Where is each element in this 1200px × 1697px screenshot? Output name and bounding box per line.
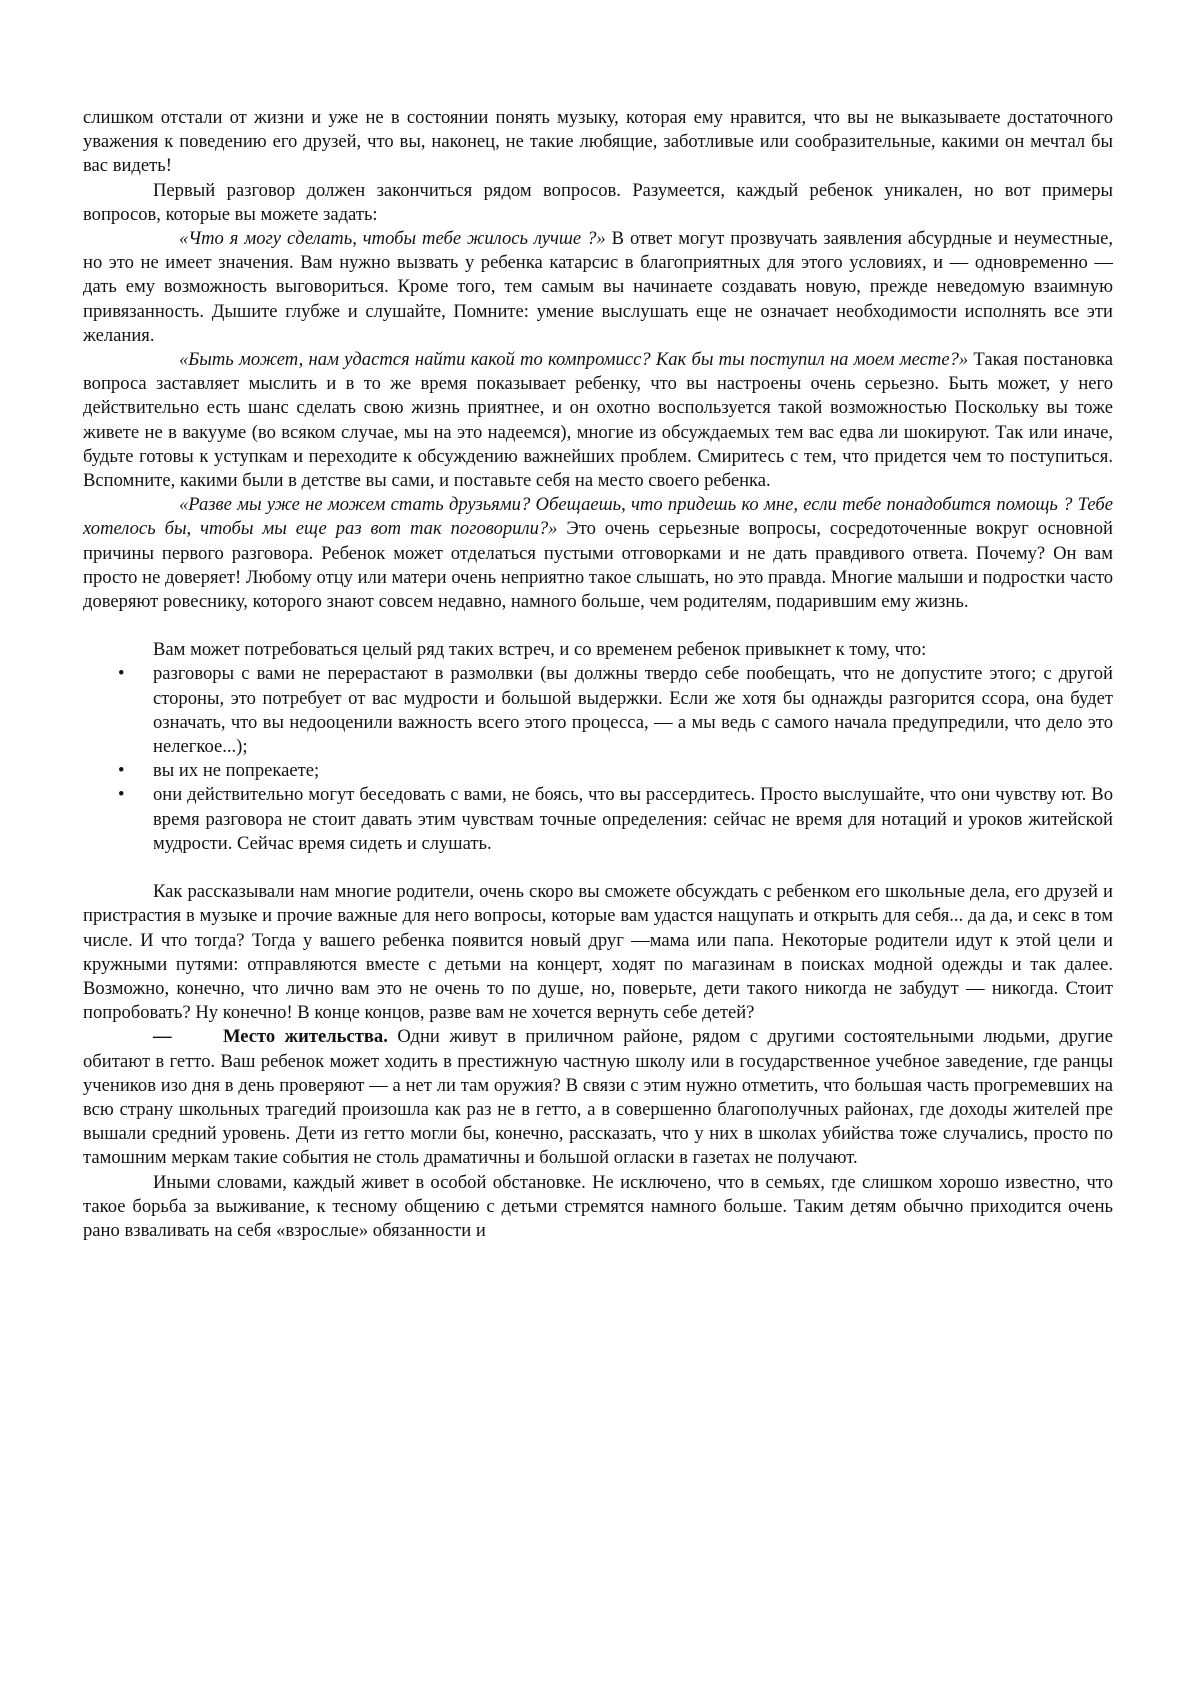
document-page xyxy=(83,106,1113,1243)
paragraph-parents-stories: Как рассказывали нам многие родители, очень скоро вы сможете обсуждать с ребенком его школьные дела, его друзей и пристрастия в музыке и прочие важные для него вопросы, которые вам удастся нащупать и открыть для себя... да да, и секс в том числе. И что тогда? Тогда у вашего ребенка появится новый друг —мама или папа. Некоторые родители идут к этой цели и кружными путями: отправляются вместе с детьми на концерт, ходят по магазинам в поисках модной одежды и так далее. Возможно, конечно, что лично вам это не очень то по душе, но, поверьте, дети такого никогда не забудут — никогда. Стоит попробовать? Ну конечно! В конце концов, разве вам не хочется вернуть себе детей? xyxy=(83,881,1113,1024)
question-3-text: Это очень серьезные вопросы, сосредоточенные вокруг основной причины первого разговора. Ребенок может отделаться пустыми отговорками и не дать правдивого ответа. Почему? Он вам просто не доверяет! Любому отцу или матери очень неприятно такое слышать, но это правда. Многие малыши и подростки часто доверяют ровеснику, которого знают совсем недавно, намного больше, чем родителям, подарившим ему жизнь. xyxy=(83,518,1113,613)
list-item xyxy=(83,759,1113,783)
question-2-text: Такая постановка вопроса заставляет мыслить и в то же время показывает ребенку, что вы настроены очень серьезно. Быть может, у него действительно есть шанс сделать свою жизнь приятнее, и он охотно воспользуется такой возможностью Поскольку вы тоже живете не в вакууме (во всяком случае, мы на это надеемся), многие из обсуждаемых тем вас едва ли шокируют. Так или иначе, будьте готовы к уступкам и переходите к обсуждению важнейших проблем. Смиритесь с тем, что придется чем то поступиться. Вспомните, какими были в детстве вы сами, и поставьте себя на место своего ребенка. xyxy=(83,349,1113,492)
paragraph-first-conversation: Первый разговор должен закончиться рядом вопросов. Разумеется, каждый ребенок уникален, но вот примеры вопросов, которые вы можете задать: xyxy=(83,179,1113,225)
question-2-quote: «Быть может, нам удастся найти какой то компромисс? Как бы ты поступил на моем месте?» xyxy=(179,349,969,371)
question-1-quote: «Что я могу сделать, чтобы тебе жилось лучше ?» xyxy=(179,228,606,250)
list-item xyxy=(83,662,1113,759)
bullet-icon: • xyxy=(118,663,125,685)
paragraph-meetings: Вам может потребоваться целый ряд таких встреч, и со временем ребенок привыкнет к тому, что: xyxy=(153,639,927,661)
paragraph-place-of-residence xyxy=(83,1025,1113,1170)
bullet-icon: • xyxy=(118,760,125,782)
residence-text: Одни живут в приличном районе, рядом с другими состоятельными людьми, другие обитают в гетто. Ваш ребенок может ходить в престижную частную школу или в государственное учебное заведение, где ранцы учеников изо дня в день проверяют — а нет ли там оружия? В связи с этим нужно отметить, что большая часть прогремевших на всю страну школьных трагедий произошла как раз не в гетто, а в совершенно благополучных районах, где доходы жителей пре вышали средний уровень. Дети из гетто могли бы, конечно, рассказать, что у них в школах убийства тоже случались, просто по тамошним меркам такие события не столь драматичны и большой огласки в газетах не получают. xyxy=(83,1026,1114,1169)
paragraph-question-1 xyxy=(83,227,1113,348)
question-1-text: В ответ могут прозвучать заявления абсурдные и неуместные, но это не имеет значения. Вам нужно вызвать у ребенка катарсис в благоприятных для этого условиях, и — одновременно — дать ему возможность выговориться. Кроме того, тем самым вы начинаете создавать новую, прежде неведомую взаимную привязанность. Дышите глубже и слушайте, Помните: умение выслушать еще не означает необходимости исполнять все эти желания. xyxy=(83,228,1113,346)
paragraph-question-3 xyxy=(83,493,1113,614)
list-item-text: они действительно могут беседовать с вами, не боясь, что вы рассердитесь. Просто выслушайте, что они чувству ют. Во время разговора не стоит давать этим чувствам точные определения: сейчас не время для нотаций и уроков житейской мудрости. Сейчас время сидеть и слушать. xyxy=(153,784,1113,854)
paragraph-question-2 xyxy=(83,348,1113,493)
list-item-text: разговоры с вами не перерастают в размолвки (вы должны твердо себе пообещать, что не допустите этого; с другой стороны, это потребует от вас мудрости и большой выдержки. Если же хотя бы однажды разгорится ссора, она будет означать, что вы недооценили важность всего этого процесса, — а мы ведь с самого начала предупредили, что дело это нелегкое...); xyxy=(153,663,1113,758)
paragraph-continuation: слишком отстали от жизни и уже не в состоянии понять музыку, которая ему нравится, что вы не выказываете достаточного уважения к поведению его друзей, что вы, наконец, не такие любящие, заботливые или сообразительные, какими он мечтал бы вас видеть! xyxy=(83,107,1113,177)
em-dash: — xyxy=(153,1026,172,1048)
paragraph-other-words: Иными словами, каждый живет в особой обстановке. Не исключено, что в семьях, где слишком хорошо известно, что такое борьба за выживание, к тесному общению с детьми стремятся намного больше. Таким детям обычно приходится очень рано взваливать на себя «взрослые» обязанности и xyxy=(83,1171,1113,1241)
list-item xyxy=(83,783,1113,856)
spacer xyxy=(83,614,1113,638)
bullet-list xyxy=(83,662,1113,856)
spacer xyxy=(83,856,1113,880)
bullet-icon: • xyxy=(118,784,125,806)
section-heading-residence: Место жительства. xyxy=(223,1026,388,1048)
list-item-text: вы их не попрекаете; xyxy=(153,760,320,782)
question-3-quote: «Разве мы уже не можем стать друзьями? Обещаешь, что придешь ко мне, если тебе понадобится помощь ? Тебе хотелось бы, чтобы мы еще раз вот так поговорили?» xyxy=(83,494,1113,540)
